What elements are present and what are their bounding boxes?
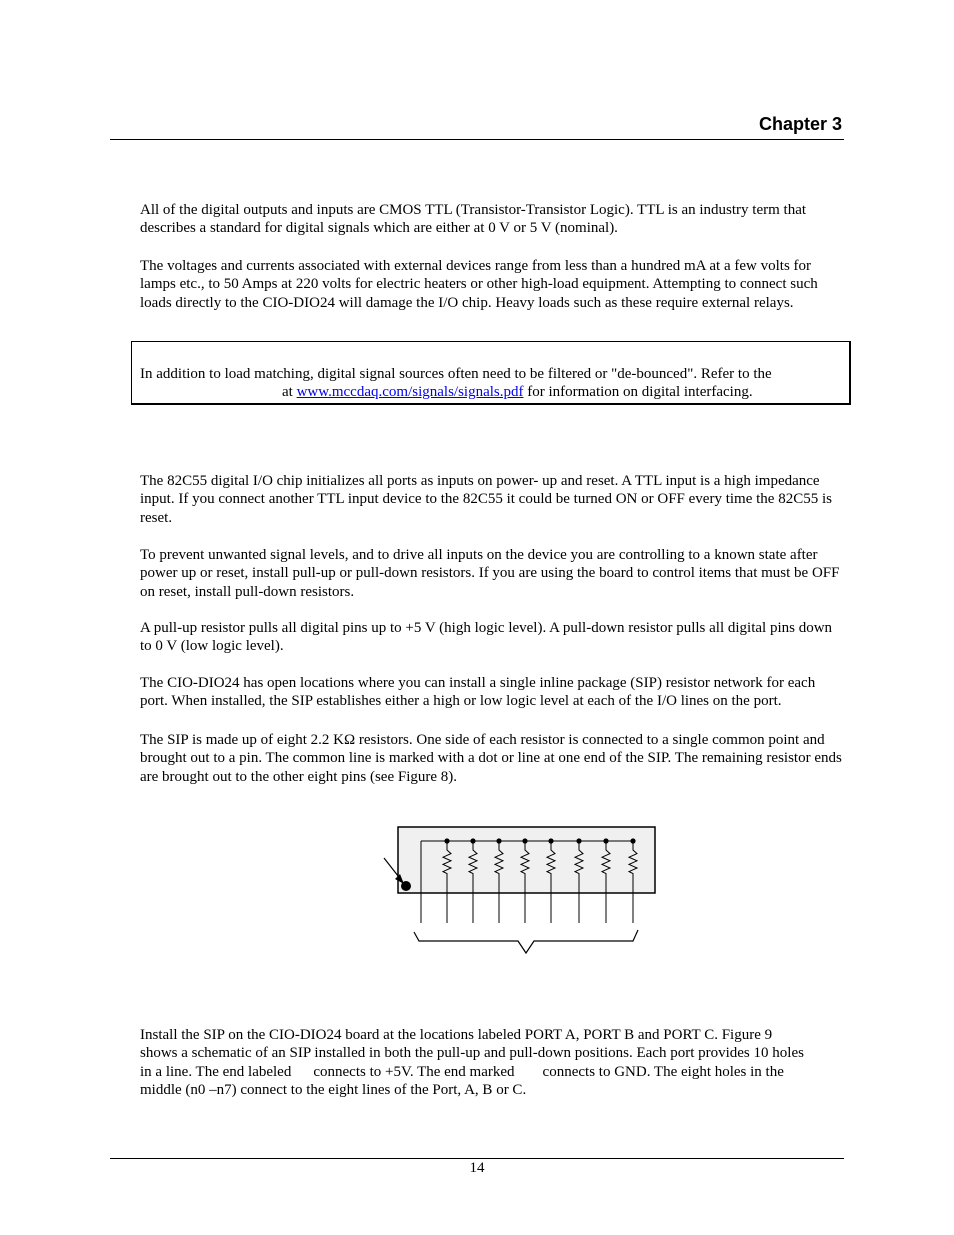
pullup-paragraph: A pull-up resistor pulls all digital pins up to +5 V (high logic level). A pull-down resistor pulls all digital pins down to 0 V (low logic level). xyxy=(140,620,833,655)
ttl-intro-paragraph: All of the digital outputs and inputs are CMOS TTL (Transistor-Transistor Logic). TTL is an industry term that describes a standard for digital signals which are either at 0 V or 5 V (nominal). xyxy=(140,202,807,237)
install-line-1: Install the SIP on the CIO-DIO24 board at the locations labeled PORT A, PORT B and PORT C. Figure 9 xyxy=(140,1027,773,1043)
install-paragraph xyxy=(140,1026,846,1100)
note-line-1: In addition to load matching, digital signal sources often need to be filtered or "de-bounced". Refer to the xyxy=(140,366,772,382)
init-paragraph: The 82C55 digital I/O chip initializes all ports as inputs on power- up and reset. A TTL input is a high impedance input. If you connect another TTL input device to the 82C55 it could be turned ON or OFF every time the 82C55 is reset. xyxy=(140,473,832,526)
pins-brace xyxy=(414,930,638,953)
install-line-4: middle (n0 –n7) connect to the eight lines of the Port, A, B or C. xyxy=(140,1082,527,1099)
loads-paragraph: The voltages and currents associated with external devices range from less than a hundred mA at a few volts for lamps etc., to 50 Amps at 220 volts for electric heaters or other high-load equipment. Attempting to connect such loads directly to the CIO-DIO24 will damage the I/O chip. Heavy loads such as these require external relays. xyxy=(140,258,818,311)
sip-locations-paragraph: The CIO-DIO24 has open locations where you can install a single inline package (SIP) resistor network for each port. When installed, the SIP establishes either a high or low logic level at each of the I/O lines on the port. xyxy=(140,675,816,710)
prevent-paragraph: To prevent unwanted signal levels, and to drive all inputs on the device you are controlling to a known state after power up or reset, install pull-up or pull-down resistors. If you are using the board to control items that must be OFF on reset, install pull-down resistors. xyxy=(140,547,840,600)
install-line-3b: connects to +5V. The end marked xyxy=(313,1063,515,1080)
install-line-2: shows a schematic of an SIP installed in both the pull-up and pull-down positions. Each port provides 10 holes xyxy=(140,1045,804,1062)
note-suffix: for information on digital interfacing. xyxy=(527,384,753,400)
page-number: 14 xyxy=(469,1160,485,1176)
install-line-3c: connects to GND. The eight holes in the xyxy=(542,1063,784,1080)
sip-makeup-paragraph: The SIP is made up of eight 2.2 KΩ resistors. One side of each resistor is connected to a single common point and brought out to a pin. The common line is marked with a dot or line at one end of the SIP. The remaining resistor ends are brought out to the other eight pins (see Figure 8). xyxy=(140,732,842,785)
install-line-3a: in a line. The end labeled xyxy=(140,1063,292,1080)
note-prefix: at xyxy=(282,384,293,400)
footer-rule xyxy=(110,1158,844,1159)
signals-pdf-link[interactable]: www.mccdaq.com/signals/signals.pdf xyxy=(296,384,524,400)
chapter-title: Chapter 3 xyxy=(758,114,842,134)
